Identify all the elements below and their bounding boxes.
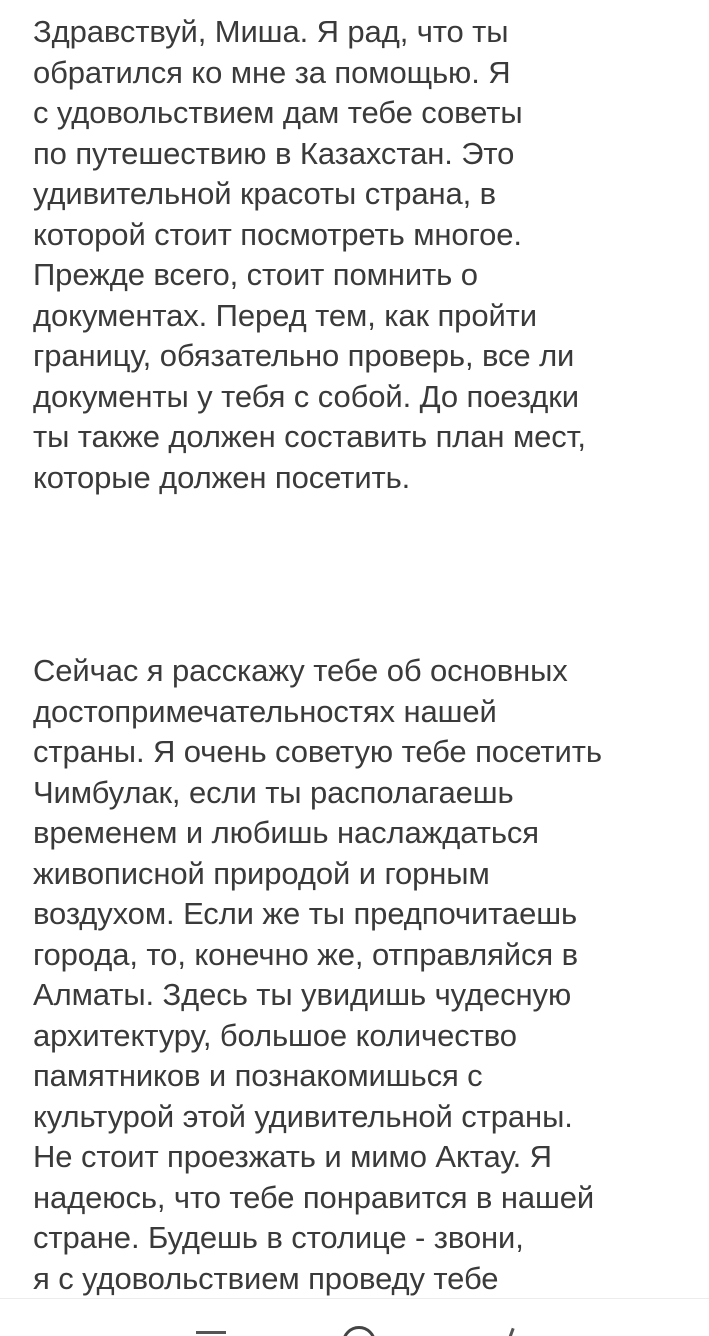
text-line: Прежде всего, стоит помнить о: [33, 257, 478, 292]
text-line: надеюсь, что тебе понравится в нашей: [33, 1179, 595, 1215]
text-line: с удовольствием дам тебе советы: [33, 95, 523, 130]
text-line: Чимбулак, если ты располагаешь: [33, 774, 514, 810]
text-line: временем и любишь наслаждаться: [33, 815, 539, 850]
text-line: памятников и познакомишься с: [33, 1058, 483, 1093]
text-line: Сейчас я расскажу тебе об основных: [33, 653, 568, 688]
bottom-toolbar: [0, 1298, 709, 1336]
letter-paragraph-2: [33, 651, 703, 1299]
text-line: документах. Перед тем, как пройти: [33, 297, 537, 333]
dash-glyph[interactable]: [196, 1331, 226, 1334]
text-line: Не стоит проезжать и мимо Актау. Я: [33, 1139, 552, 1174]
text-line: города, то, конечно же, отправляйся в: [33, 936, 578, 972]
text-line: которой стоит посмотреть многое.: [33, 216, 522, 252]
letter-paragraph-1: [33, 12, 703, 498]
text-line: обратился ко мне за помощью. Я: [33, 54, 511, 90]
text-line: Алматы. Здесь ты увидишь чудесную: [33, 977, 572, 1012]
text-line: стране. Будешь в столице - звони,: [33, 1220, 524, 1255]
text-line: живописной природой и горным: [33, 855, 490, 891]
text-line: удивительной красоты страна, в: [33, 176, 497, 211]
text-line: ты также должен составить план мест,: [33, 419, 586, 454]
text-line: Здравствуй, Миша. Я рад, что ты: [33, 14, 509, 49]
text-line: документы у тебя с собой. До поездки: [33, 378, 579, 414]
text-line: я с удовольствием проведу тебе: [33, 1260, 499, 1296]
text-line: культурой этой удивительной страны.: [33, 1098, 573, 1134]
text-line: достопримечательностях нашей: [33, 693, 497, 729]
text-line: страны. Я очень советую тебе посетить: [33, 734, 602, 769]
text-line: по путешествию в Казахстан. Это: [33, 135, 515, 171]
text-line: архитектуру, большое количество: [33, 1017, 517, 1053]
text-line: границу, обязательно проверь, все ли: [33, 338, 575, 373]
text-line: которые должен посетить.: [33, 459, 411, 495]
text-line: воздухом. Если же ты предпочитаешь: [33, 896, 578, 931]
